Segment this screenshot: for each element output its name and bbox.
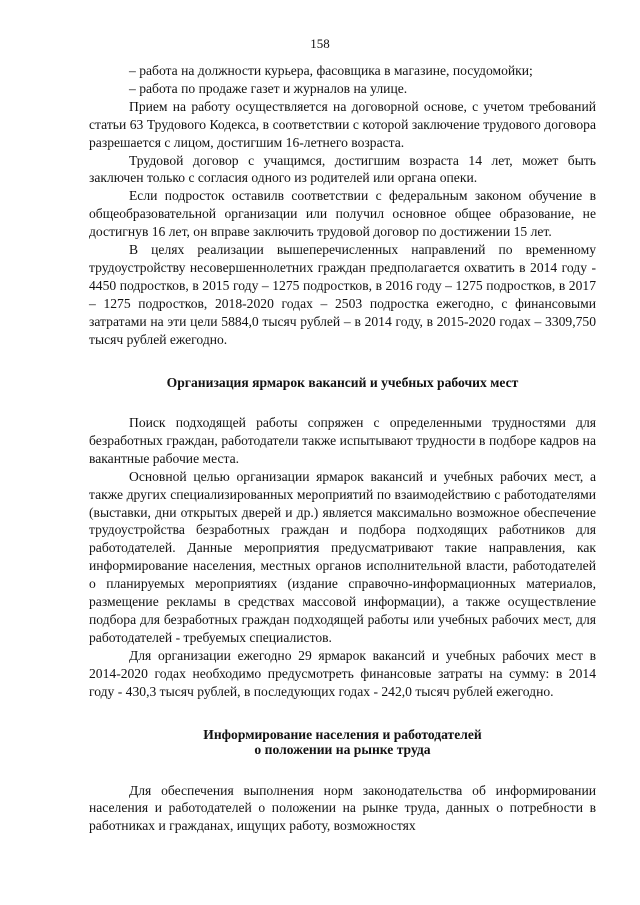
paragraph: Для обеспечения выполнения норм законодательства об информировании населения и работодателей о положении на рынке труда, данных о потребности в работниках и гражданах, ищущих работу, возможностях (89, 782, 596, 834)
paragraph: Поиск подходящей работы сопряжен с определенными трудностями для безработных граждан, работодатели также испытывают трудности в подборе кадров на вакантные рабочие места. (89, 415, 596, 466)
page-number: 158 (310, 36, 330, 51)
list-item: – работа на должности курьера, фасовщика в магазине, посудомойки; (129, 63, 533, 78)
paragraph: Трудовой договор с учащимся, достигшим возраста 14 лет, может быть заключен только с согласия одного из родителей или органа опеки. (89, 152, 596, 186)
paragraph: Для организации ежегодно 29 ярмарок вакансий и учебных рабочих мест в 2014-2020 годах необходимо предусмотреть финансовые затраты на сумму: в 2014 году - 430,3 тысяч рублей, в последующих годах - 242,0 тысяч рублей ежегодно. (89, 647, 596, 699)
paragraph: Если подросток оставилв соответствии с федеральным законом обучение в общеобразовательной организации или получил основное общее образование, не достигнув 16 лет, он вправе заключить трудовой договор по достижении 15 лет. (89, 188, 596, 240)
paragraph: Основной целью организации ярмарок вакансий и учебных рабочих мест, а также других специализированных мероприятий по взаимодействию с работодателями (выставки, дни открытых дверей и др.) является максимально возможное обеспечение трудоустройства безработных граждан и подбора подходящих работников для работодателей. Данные мероприятия предусматривают такие направления, как информирование населения, местных органов исполнительной власти, работодателей о планируемых мероприятиях (издание справочно-информационных материалов, размещение рекламы в средствах массовой информации), а также осуществление подбора для безработных граждан подходящей работы или учебных рабочих мест, для работодателей - требуемых специалистов. (89, 468, 596, 645)
section-heading-line: Информирование населения и работодателей (203, 726, 482, 742)
section-heading: Организация ярмарок вакансий и учебных рабочих мест (166, 374, 519, 390)
document-body (89, 62, 596, 835)
section-heading (89, 727, 596, 758)
paragraph: В целях реализации вышеперечисленных направлений по временному трудоустройству несовершеннолетних граждан предполагается охватить в 2014 году - 4450 подростков, в 2015 году – 1275 подростков, в 2016 году – 1275 подростков, в 2017 – 1275 подростков, 2018-2020 годах – 2503 подростка ежегодно, с финансовыми затратами на эти цели 5884,0 тысяч рублей – в 2014 году, в 2015-2020 годах – 3309,750 тысяч рублей ежегодно. (89, 242, 596, 347)
paragraph: Прием на работу осуществляется на договорной основе, с учетом требований статьи 63 Трудового Кодекса, в соответствии с которой заключение трудового договора разрешается с лицом, достигшим 16-летнего возраста. (89, 98, 596, 150)
section-heading-line: о положении на рынке труда (254, 742, 431, 757)
list-item: – работа по продаже газет и журналов на улице. (129, 80, 408, 96)
